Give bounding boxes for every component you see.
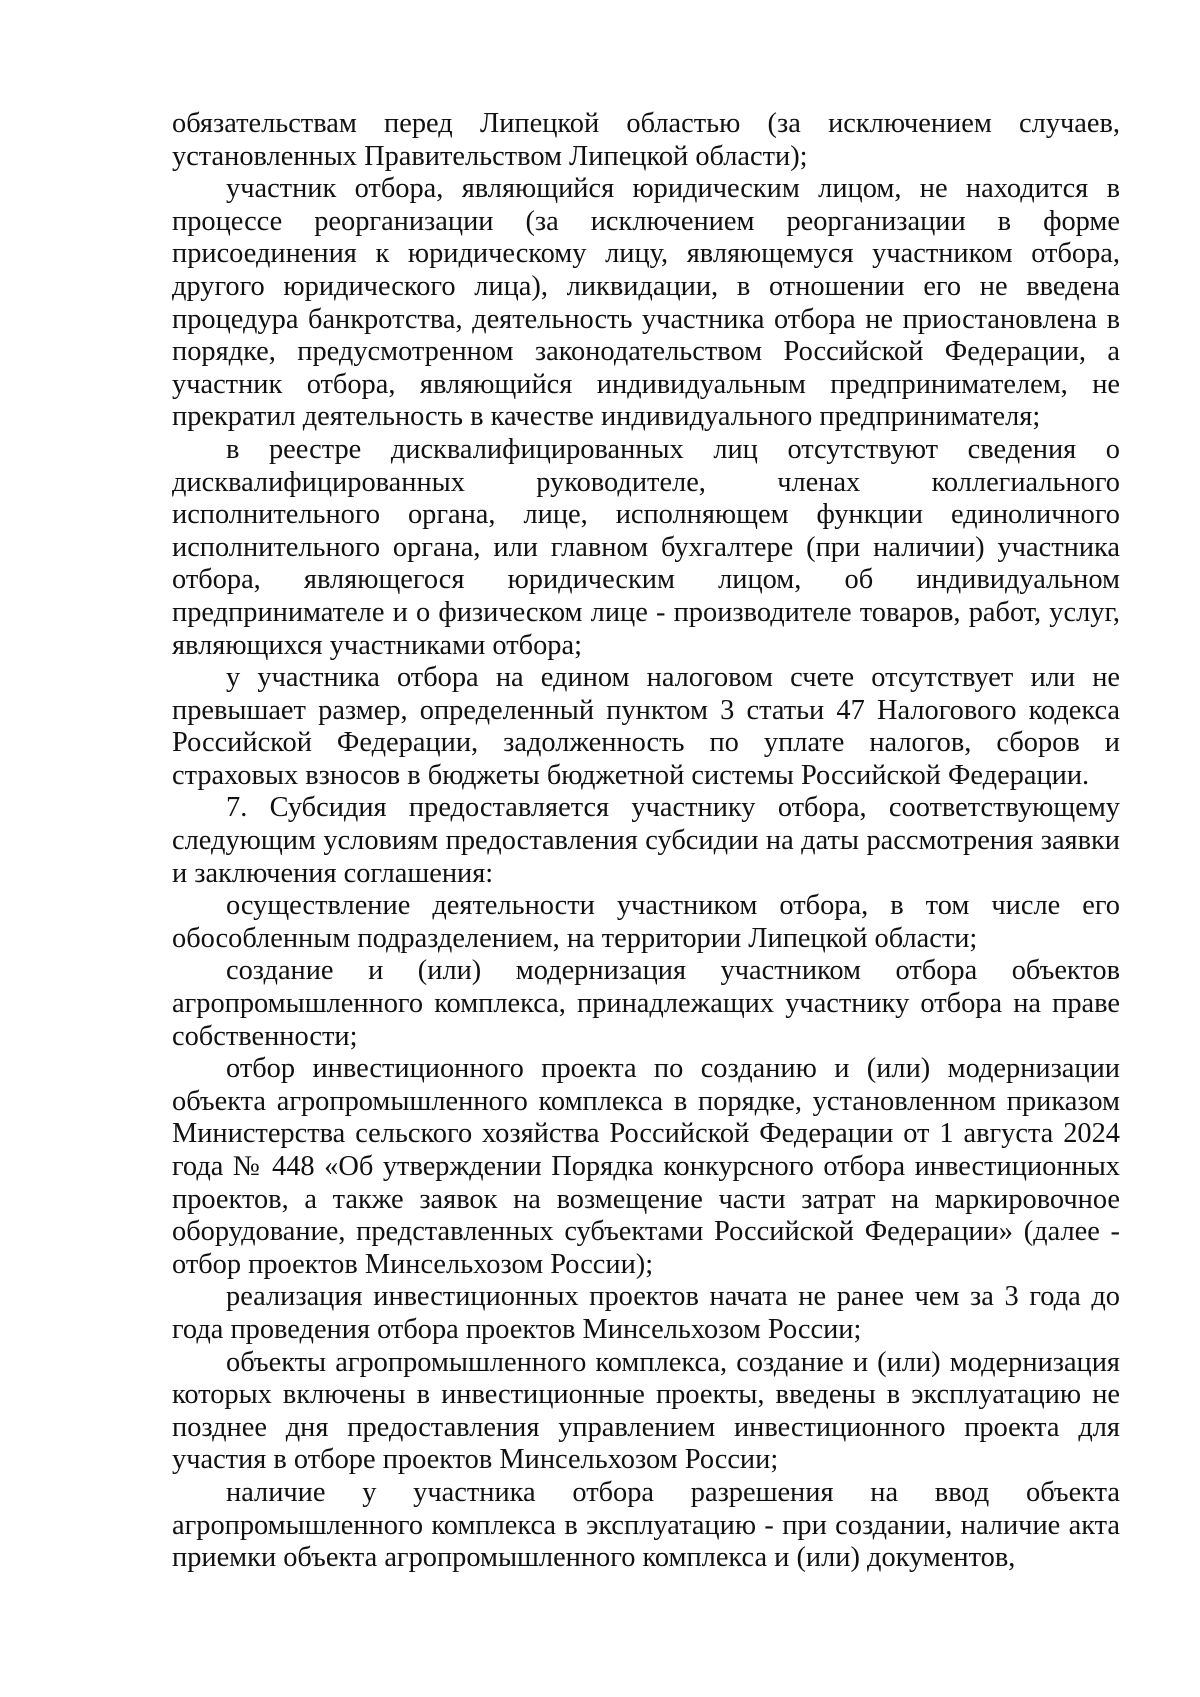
paragraph-permit: наличие у участника отбора разрешения на ввод объекта агропромышленного комплекса в эксплуатацию - при создании, наличие акта приемки объекта агропромышленного комплекса и (или) документов, [172,1476,1120,1574]
paragraph-project-start: реализация инвестиционных проектов начата не ранее чем за 3 года до года проведения отбора проектов Минсельхозом России; [172,1281,1120,1345]
paragraph-tax-debt: у участника отбора на едином налоговом счете отсутствует или не превышает размер, определенный пунктом 3 статьи 47 Налогового кодекса Российской Федерации, задолженность по уплате налогов, сборов и страховых взносов в бюджеты бюджетной системы Российской Федерации. [172,662,1120,791]
paragraph-no-reorganization: участник отбора, являющийся юридическим лицом, не находится в процессе реорганизации (за исключением реорганизации в форме присоединения к юридическому лицу, являющемуся участником отбора, другого юридического лица), ликвидации, в отношении его не введена процедура банкротства, деятельность участника отбора не приостановлена в порядке, предусмотренном законодательством Российской Федерации, а участник отбора, являющийся индивидуальным предпринимателем, не прекратил деятельность в качестве индивидуального предпринимателя; [172,173,1120,433]
document-page [172,108,1120,1575]
paragraph-project-selection: отбор инвестиционного проекта по созданию и (или) модернизации объекта агропромышленного комплекса в порядке, установленном приказом Министерства сельского хозяйства Российской Федерации от 1 августа 2024 года № 448 «Об утверждении Порядка конкурсного отбора инвестиционных проектов, а также заявок на возмещение части затрат на маркировочное оборудование, представленных субъектами Российской Федерации» (далее - отбор проектов Минсельхозом России); [172,1053,1120,1280]
paragraph-activity-territory: осуществление деятельности участником отбора, в том числе его обособленным подразделением, на территории Липецкой области; [172,890,1120,954]
paragraph-disqualified-persons: в реестре дисквалифицированных лиц отсутствуют сведения о дисквалифицированных руководителе, членах коллегиального исполнительного органа, лице, исполняющем функции единоличного исполнительного органа, или главном бухгалтере (при наличии) участника отбора, являющегося юридическим лицом, об индивидуальном предпринимателе и о физическом лице - производителе товаров, работ, услуг, являющихся участниками отбора; [172,433,1120,661]
paragraph-creation-modernization: создание и (или) модернизация участником отбора объектов агропромышленного комплекса, принадлежащих участнику отбора на праве собственности; [172,955,1120,1052]
paragraph-commissioning: объекты агропромышленного комплекса, создание и (или) модернизация которых включены в инвестиционные проекты, введены в эксплуатацию не позднее дня предоставления управлением инвестиционного проекта для участия в отборе проектов Минсельхозом России; [172,1346,1120,1476]
paragraph-item-7-conditions: 7. Субсидия предоставляется участнику отбора, соответствующему следующим условиям предоставления субсидии на даты рассмотрения заявки и заключения соглашения: [172,792,1120,889]
paragraph-obligations-continuation: обязательствам перед Липецкой областью (за исключением случаев, установленных Правительством Липецкой области); [172,108,1120,172]
